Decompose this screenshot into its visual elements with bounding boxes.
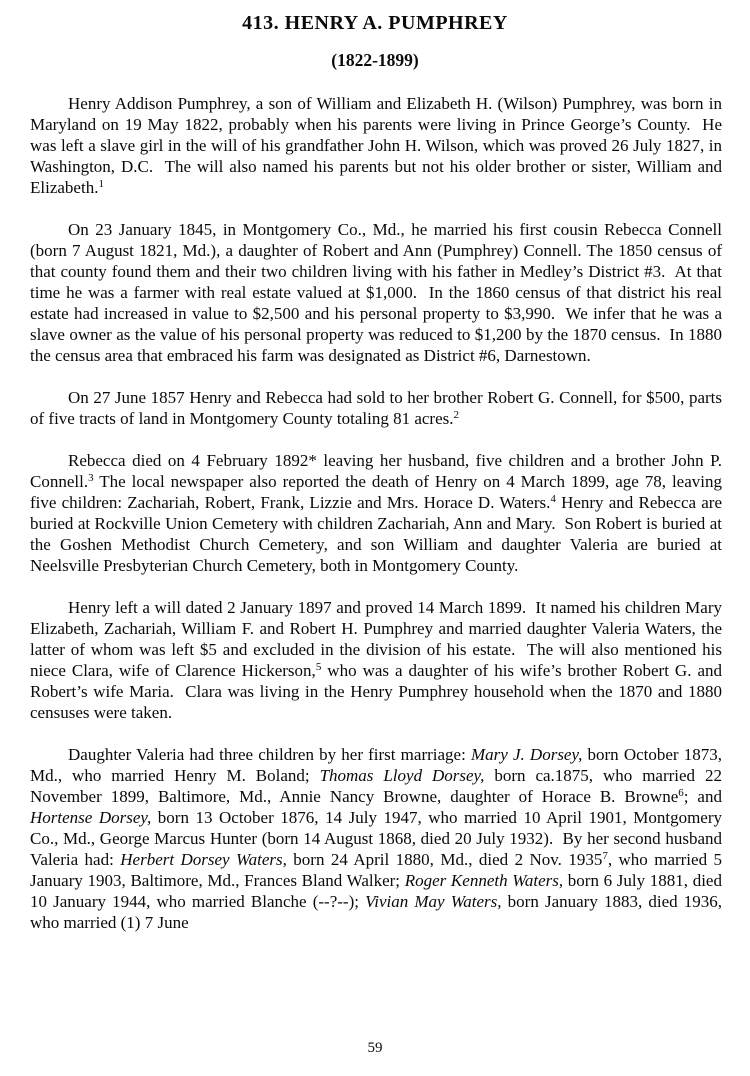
- page-number: 59: [367, 1040, 383, 1056]
- footnote-reference: 1: [98, 178, 104, 190]
- paragraph: [30, 597, 727, 723]
- text-segment: born 24 April 1880, Md., died 2 Nov. 1935: [286, 850, 603, 869]
- text-segment: born October 1873, Md., who married Henry M. Boland;: [30, 745, 727, 785]
- paragraph: [30, 219, 727, 366]
- footnote-reference: 3: [88, 472, 94, 484]
- text-segment: On 27 June 1857 Henry and Rebecca had sold to her brother Robert G. Connell, for $500, parts of five tracts of land in Montgomery County totaling 81 acres.: [30, 388, 727, 428]
- body-text: [30, 93, 727, 933]
- life-dates-subtitle: (1822-1899): [331, 50, 419, 70]
- text-segment: Herbert Dorsey Waters,: [120, 850, 287, 869]
- text-segment: Vivian May Waters,: [365, 892, 502, 911]
- text-segment: Rebecca died on 4 February 1892* leaving her husband, five children and a brother John P. Connell.: [30, 451, 727, 491]
- footnote-reference: 7: [602, 850, 608, 862]
- text-segment: Thomas Lloyd Dorsey,: [319, 766, 485, 785]
- paragraph: [30, 93, 727, 198]
- footnote-reference: 6: [678, 787, 684, 799]
- text-segment: The local newspaper also reported the death of Henry on 4 March 1899, age 78, leaving five children: Zachariah, Robert, Frank, Lizzie and Mrs. Horace D. Waters.: [30, 472, 727, 512]
- paragraph: [30, 387, 727, 429]
- paragraph: [30, 744, 727, 933]
- footnote-reference: 5: [315, 661, 322, 673]
- text-segment: Roger Kenneth Waters,: [404, 871, 564, 890]
- text-segment: , who married 5 January 1903, Baltimore, Md., Frances Bland Walker;: [30, 850, 727, 890]
- text-segment: born ca.1875, who married 22 November 1899, Baltimore, Md., Annie Nancy Browne, daughter of Horace B. Browne: [30, 766, 727, 806]
- footnote-reference: 2: [453, 409, 459, 421]
- text-segment: On 23 January 1845, in Montgomery Co., Md., he married his first cousin Rebecca Connell (born 7 August 1821, Md.), a daughter of Robert and Ann (Pumphrey) Connell. The 1850 census of that county found them and their two children living with his father in Medley’s District #3. At that time he was a farmer with real estate valued at $1,000. In the 1860 census of that district his real estate had increased in value to $2,500 and his personal property to $3,990. We infer that he was a slave owner as the value of his personal property was reduced to $1,200 by the 1870 census. In 1880 the census area that embraced his farm was designated as District #6, Darnestown.: [30, 220, 727, 365]
- text-segment: who was a daughter of his wife’s brother Robert G. and Robert’s wife Maria. Clara was living in the Henry Pumphrey household when the 1870 and 1880 censuses were taken.: [30, 661, 727, 722]
- text-segment: Henry left a will dated 2 January 1897 and proved 14 March 1899. It named his children Mary Elizabeth, Zachariah, William F. and Robert H. Pumphrey and married daughter Valeria Waters, the latter of whom was left $5 and excluded in the division of his estate. The will also mentioned his niece Clara, wife of Clarence Hickerson,: [30, 598, 727, 680]
- text-segment: Daughter Valeria had three children by her first marriage:: [68, 745, 471, 764]
- paragraph: [30, 450, 727, 576]
- text-segment: born 13 October 1876, 14 July 1947, who married 10 April 1901, Montgomery Co., Md., George Marcus Hunter (born 14 August 1868, died 20 July 1932). By her second husband Valeria had:: [30, 808, 727, 869]
- text-segment: ; and: [683, 787, 727, 806]
- text-segment: born January 1883, died 1936, who married (1) 7 June: [30, 892, 727, 932]
- text-segment: born 6 July 1881, died 10 January 1944, who married Blanche (--?--);: [30, 871, 727, 911]
- text-segment: Henry and Rebecca are buried at Rockville Union Cemetery with children Zachariah, Ann and Mary. Son Robert is buried at the Goshen Methodist Church Cemetery, and son William and daughter Valeria are buried at Neelsville Presbyterian Church Cemetery, both in Montgomery County.: [30, 493, 727, 575]
- text-segment: Henry Addison Pumphrey, a son of William and Elizabeth H. (Wilson) Pumphrey, was born in Maryland on 19 May 1822, probably when his parents were living in Prince George’s County. He was left a slave girl in the will of his grandfather John H. Wilson, which was proved 26 July 1827, in Washington, D.C. The will also named his parents but not his older brother or sister, William and Elizabeth.: [30, 94, 727, 197]
- text-segment: Mary J. Dorsey,: [470, 745, 583, 764]
- text-segment: Hortense Dorsey,: [30, 808, 152, 827]
- section-title: 413. HENRY A. PUMPHREY: [242, 12, 508, 34]
- footnote-reference: 4: [550, 493, 556, 505]
